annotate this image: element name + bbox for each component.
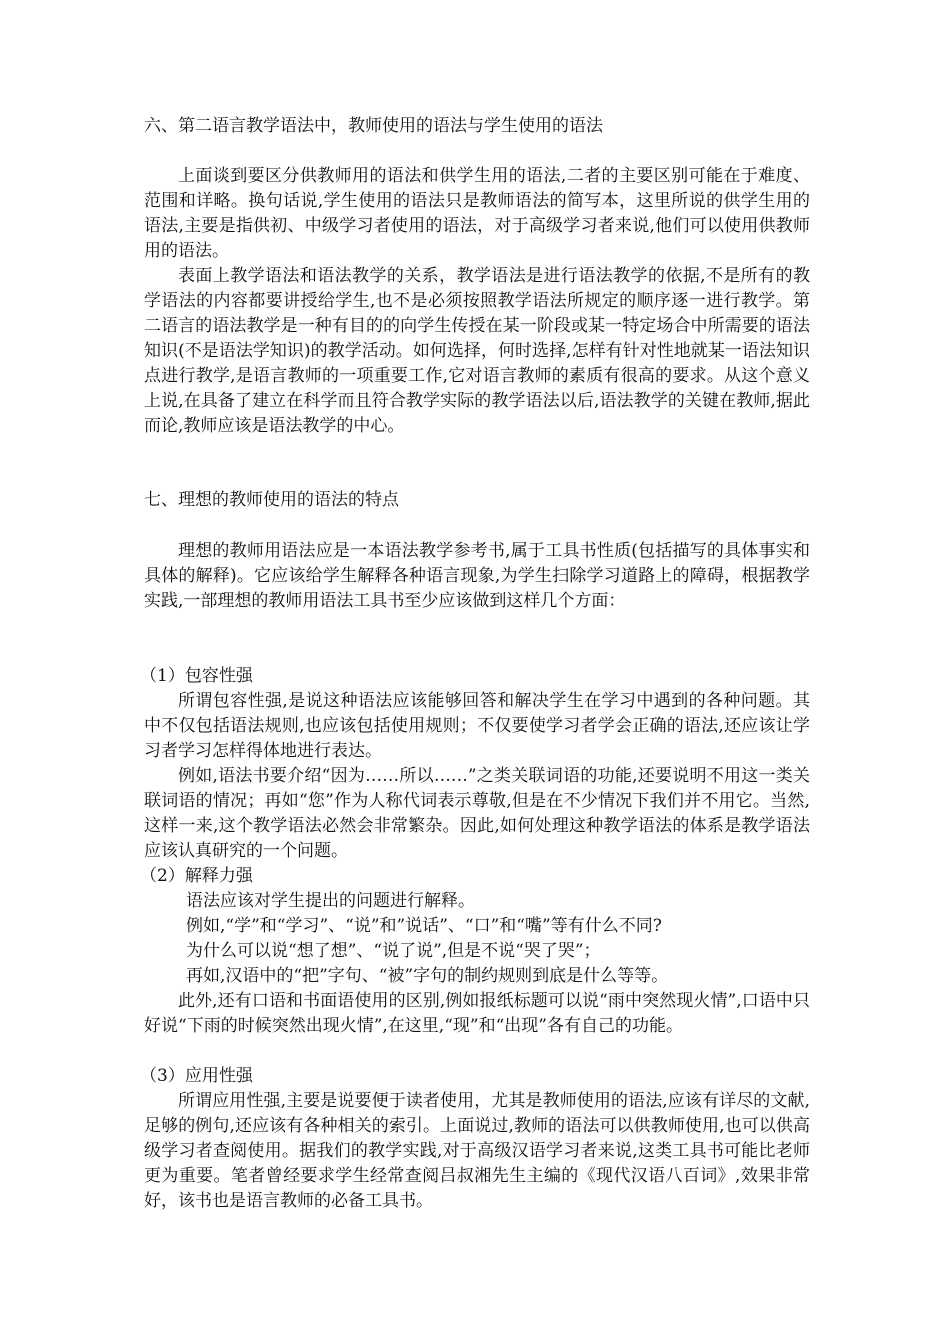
item-2-paragraph-5: 此外,还有口语和书面语使用的区别,例如报纸标题可以说“雨中突然现火情”,口语中只好说“下雨的时候突然出现火情”,在这里,“现”和“出现”各有自己的功能。 <box>144 991 810 1036</box>
item-2-line-3: 为什么可以说“想了想”、“说了说”,但是不说“哭了哭”； <box>186 941 601 961</box>
item-2-line-4: 再如,汉语中的“把”字句、“被”字句的制约规则到底是什么等等。 <box>186 966 669 986</box>
section-six-heading: 六、第二语言教学语法中，教师使用的语法与学生使用的语法 <box>144 116 603 136</box>
item-3-title: （3）应用性强 <box>140 1066 253 1086</box>
section-six-paragraph-1: 上面谈到要区分供教师用的语法和供学生用的语法,二者的主要区别可能在于难度、范围和详略。换句话说,学生使用的语法只是教师语法的简写本，这里所说的供学生用的语法,主要是指供初、中级学习者使用的语法，对于高级学习者来说,他们可以使用供教师用的语法。 <box>144 166 810 261</box>
item-2-line-1: 语法应该对学生提出的问题进行解释。 <box>186 891 475 911</box>
item-1-paragraph-2: 例如,语法书要介绍“因为……所以……”之类关联词语的功能,还要说明不用这一类关联词语的情况；再如“您”作为人称代词表示尊敬,但是在不少情况下我们并不用它。当然,这样一来,这个教学语法必然会非常繁杂。因此,如何处理这种教学语法的体系是教学语法应该认真研究的一个问题。 <box>144 766 810 861</box>
item-2-line-2: 例如,“学”和“学习”、“说”和”说话”、“口”和“嘴”等有什么不同? <box>186 916 662 936</box>
item-2-title: （2）解释力强 <box>140 866 253 886</box>
section-seven-heading: 七、理想的教师使用的语法的特点 <box>144 490 399 510</box>
item-1-paragraph-1: 所谓包容性强,是说这种语法应该能够回答和解决学生在学习中遇到的各种问题。其中不仅包括语法规则,也应该包括使用规则；不仅要使学习者学会正确的语法,还应该让学习者学习怎样得体地进行表达。 <box>144 691 810 761</box>
item-3-paragraph-1: 所谓应用性强,主要是说要便于读者使用，尤其是教师使用的语法,应该有详尽的文献,足够的例句,还应该有各种相关的索引。上面说过,教师的语法可以供教师使用,也可以供高级学习者查阅使用。据我们的教学实践,对于高级汉语学习者来说,这类工具书可能比老师更为重要。笔者曾经要求学生经常查阅吕叔湘先生主编的《现代汉语八百词》,效果非常好，该书也是语言教师的必备工具书。 <box>144 1091 810 1211</box>
section-six-paragraph-2: 表面上教学语法和语法教学的关系，教学语法是进行语法教学的依据,不是所有的教学语法的内容都要讲授给学生,也不是必须按照教学语法所规定的顺序逐一进行教学。第二语言的语法教学是一种有目的的向学生传授在某一阶段或某一特定场合中所需要的语法知识(不是语法学知识)的教学活动。如何选择，何时选择,怎样有针对性地就某一语法知识点进行教学,是语言教师的一项重要工作,它对语言教师的素质有很高的要求。从这个意义上说,在具备了建立在科学而且符合教学实际的教学语法以后,语法教学的关键在教师,据此而论,教师应该是语法教学的中心。 <box>144 266 810 436</box>
section-seven-intro: 理想的教师用语法应是一本语法教学参考书,属于工具书性质(包括描写的具体事实和具体的解释)。它应该给学生解释各种语言现象,为学生扫除学习道路上的障碍，根据教学实践,一部理想的教师用语法工具书至少应该做到这样几个方面： <box>144 541 810 611</box>
item-1-title: （1）包容性强 <box>140 666 253 686</box>
